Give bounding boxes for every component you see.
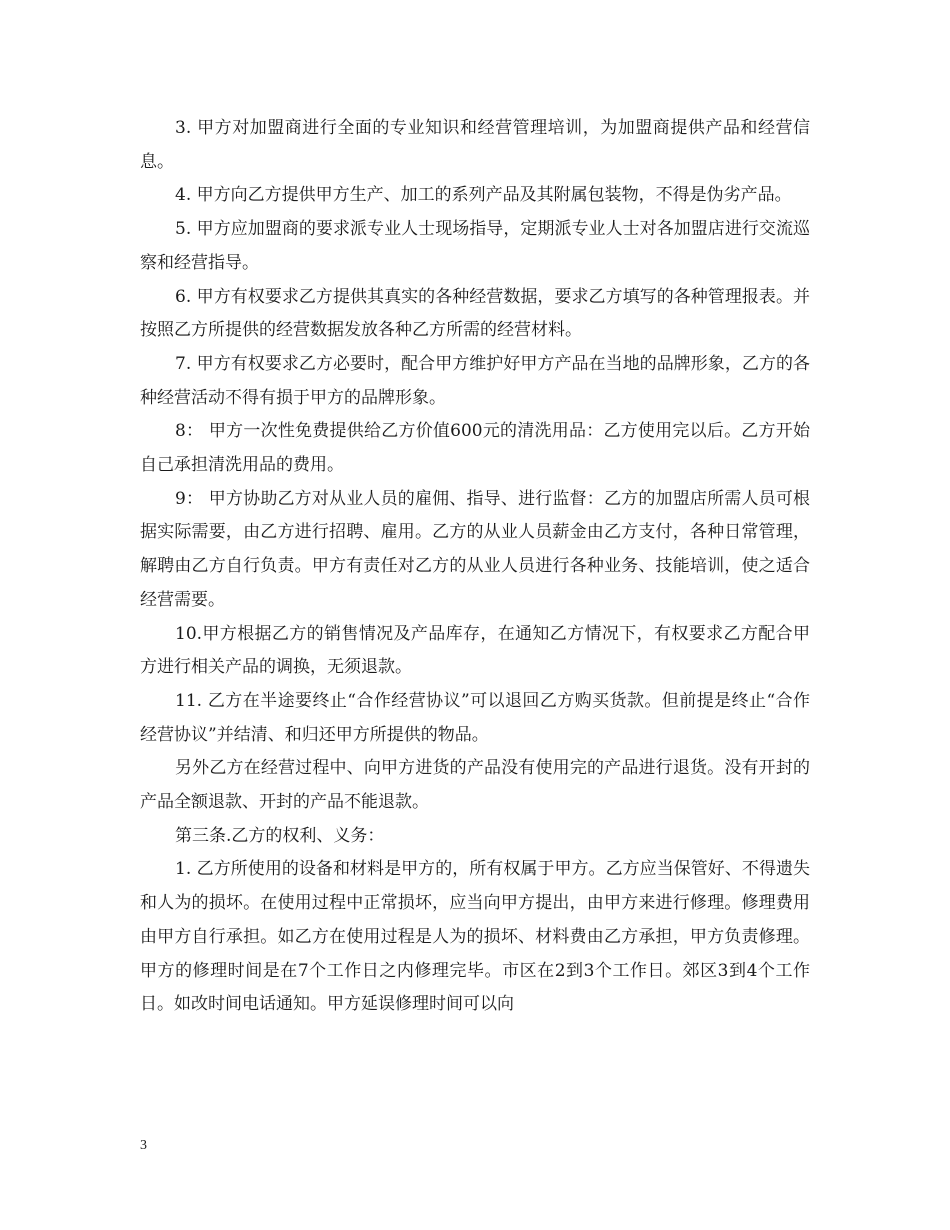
paragraph: 11. 乙方在半途要终止“合作经营协议”可以退回乙方购买货款。但前提是终止“合作经营协议”并结清、和归还甲方所提供的物品。 (140, 690, 810, 745)
paragraph: 另外乙方在经营过程中、向甲方进货的产品没有使用完的产品进行退货。没有开封的产品全额退款、开封的产品不能退款。 (140, 758, 810, 813)
paragraph: 4. 甲方向乙方提供甲方生产、加工的系列产品及其附属包装物，不得是伪劣产品。 (175, 185, 792, 206)
paragraph: 9： 甲方协助乙方对从业人员的雇佣、指导、进行监督：乙方的加盟店所需人员可根据实际需要，由乙方进行招聘、雇用。乙方的从业人员薪金由乙方支付，各种日常管理，解聘由乙方自行负责。甲方有责任对乙方的从业人员进行各种业务、技能培训，使之适合经营需要。 (140, 488, 810, 610)
section-heading: 第三条.乙方的权利、义务： (175, 825, 385, 846)
paragraph: 8： 甲方一次性免费提供给乙方价值600元的清洗用品：乙方使用完以后。乙方开始自己承担清洗用品的费用。 (140, 421, 810, 476)
paragraph: 3. 甲方对加盟商进行全面的专业知识和经营管理培训，为加盟商提供产品和经营信息。 (140, 118, 810, 172)
paragraph: 7. 甲方有权要求乙方必要时，配合甲方维护好甲方产品在当地的品牌形象，乙方的各种经营活动不得有损于甲方的品牌形象。 (140, 353, 810, 408)
document-body (140, 112, 810, 1022)
paragraph: 1. 乙方所使用的设备和材料是甲方的，所有权属于甲方。乙方应当保管好、不得遗失和人为的损坏。在使用过程中正常损坏，应当向甲方提出，由甲方来进行修理。修理费用由甲方自行承担。如乙方在使用过程是人为的损坏、材料费由乙方承担，甲方负责修理。甲方的修理时间是在7个工作日之内修理完毕。市区在2到3个工作日。郊区3到4个工作日。如改时间电话通知。甲方延误修理时间可以向 (140, 859, 810, 1015)
paragraph: 5. 甲方应加盟商的要求派专业人士现场指导，定期派专业人士对各加盟店进行交流巡察和经营指导。 (140, 219, 810, 273)
paragraph: 6. 甲方有权要求乙方提供其真实的各种经营数据，要求乙方填写的各种管理报表。并按照乙方所提供的经营数据发放各种乙方所需的经营材料。 (140, 286, 810, 341)
page-number: 3 (140, 1138, 147, 1153)
paragraph: 10.甲方根据乙方的销售情况及产品库存，在通知乙方情况下，有权要求乙方配合甲方进行相关产品的调换，无须退款。 (140, 623, 810, 678)
